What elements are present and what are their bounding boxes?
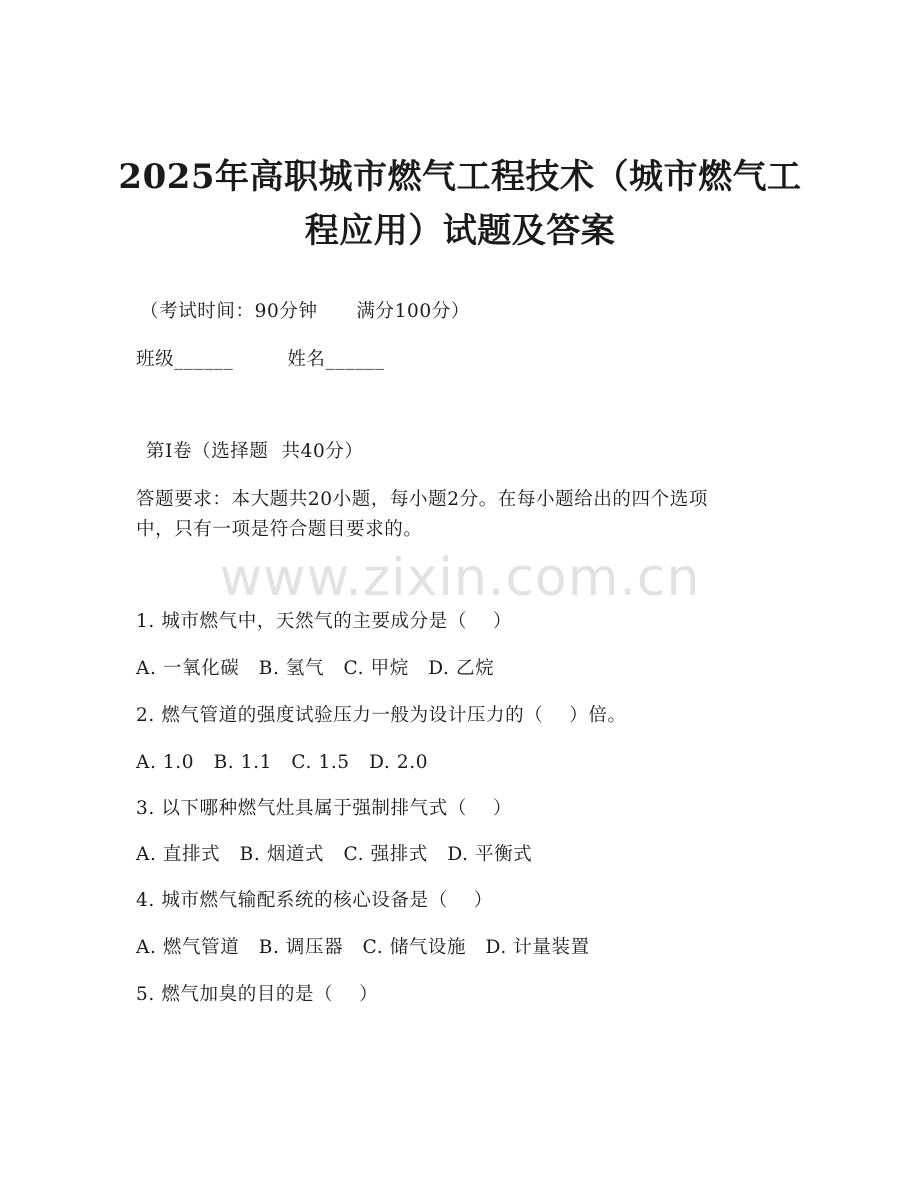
- question-3-options: A. 直排式 B. 烟道式 C. 强排式 D. 平衡式: [136, 844, 533, 865]
- instructions-line-2: 中，只有一项是符合题目要求的。: [136, 519, 423, 540]
- question-3-stem: 3. 以下哪种燃气灶具属于强制排气式（ ）: [136, 798, 512, 819]
- exam-info: （考试时间：90分钟 满分100分）: [140, 301, 470, 322]
- class-label: 班级______: [136, 349, 234, 370]
- student-info-row: [136, 346, 385, 374]
- document-title-line-1: 2025年高职城市燃气工程技术（城市燃气工: [118, 157, 802, 197]
- section-title: 第I卷（选择题 共40分）: [146, 441, 364, 462]
- question-2-options: A. 1.0 B. 1.1 C. 1.5 D. 2.0: [136, 752, 429, 773]
- document-title-line-2: 程应用）试题及答案: [304, 211, 616, 251]
- question-4-stem: 4. 城市燃气输配系统的核心设备是（ ）: [136, 890, 493, 911]
- watermark: www.zixin.com.cn: [219, 548, 701, 608]
- question-5-stem: 5. 燃气加臭的目的是（ ）: [136, 984, 379, 1005]
- question-4-options: A. 燃气管道 B. 调压器 C. 储气设施 D. 计量装置: [136, 937, 590, 958]
- question-1-stem: 1. 城市燃气中，天然气的主要成分是（ ）: [136, 611, 512, 632]
- name-label: 姓名______: [287, 349, 385, 370]
- question-2-stem: 2. 燃气管道的强度试验压力一般为设计压力的（ ）倍。: [136, 705, 627, 726]
- instructions-line-1: 答题要求：本大题共20小题，每小题2分。在每小题给出的四个选项: [136, 489, 708, 510]
- question-1-options: A. 一氧化碳 B. 氢气 C. 甲烷 D. 乙烷: [136, 658, 495, 679]
